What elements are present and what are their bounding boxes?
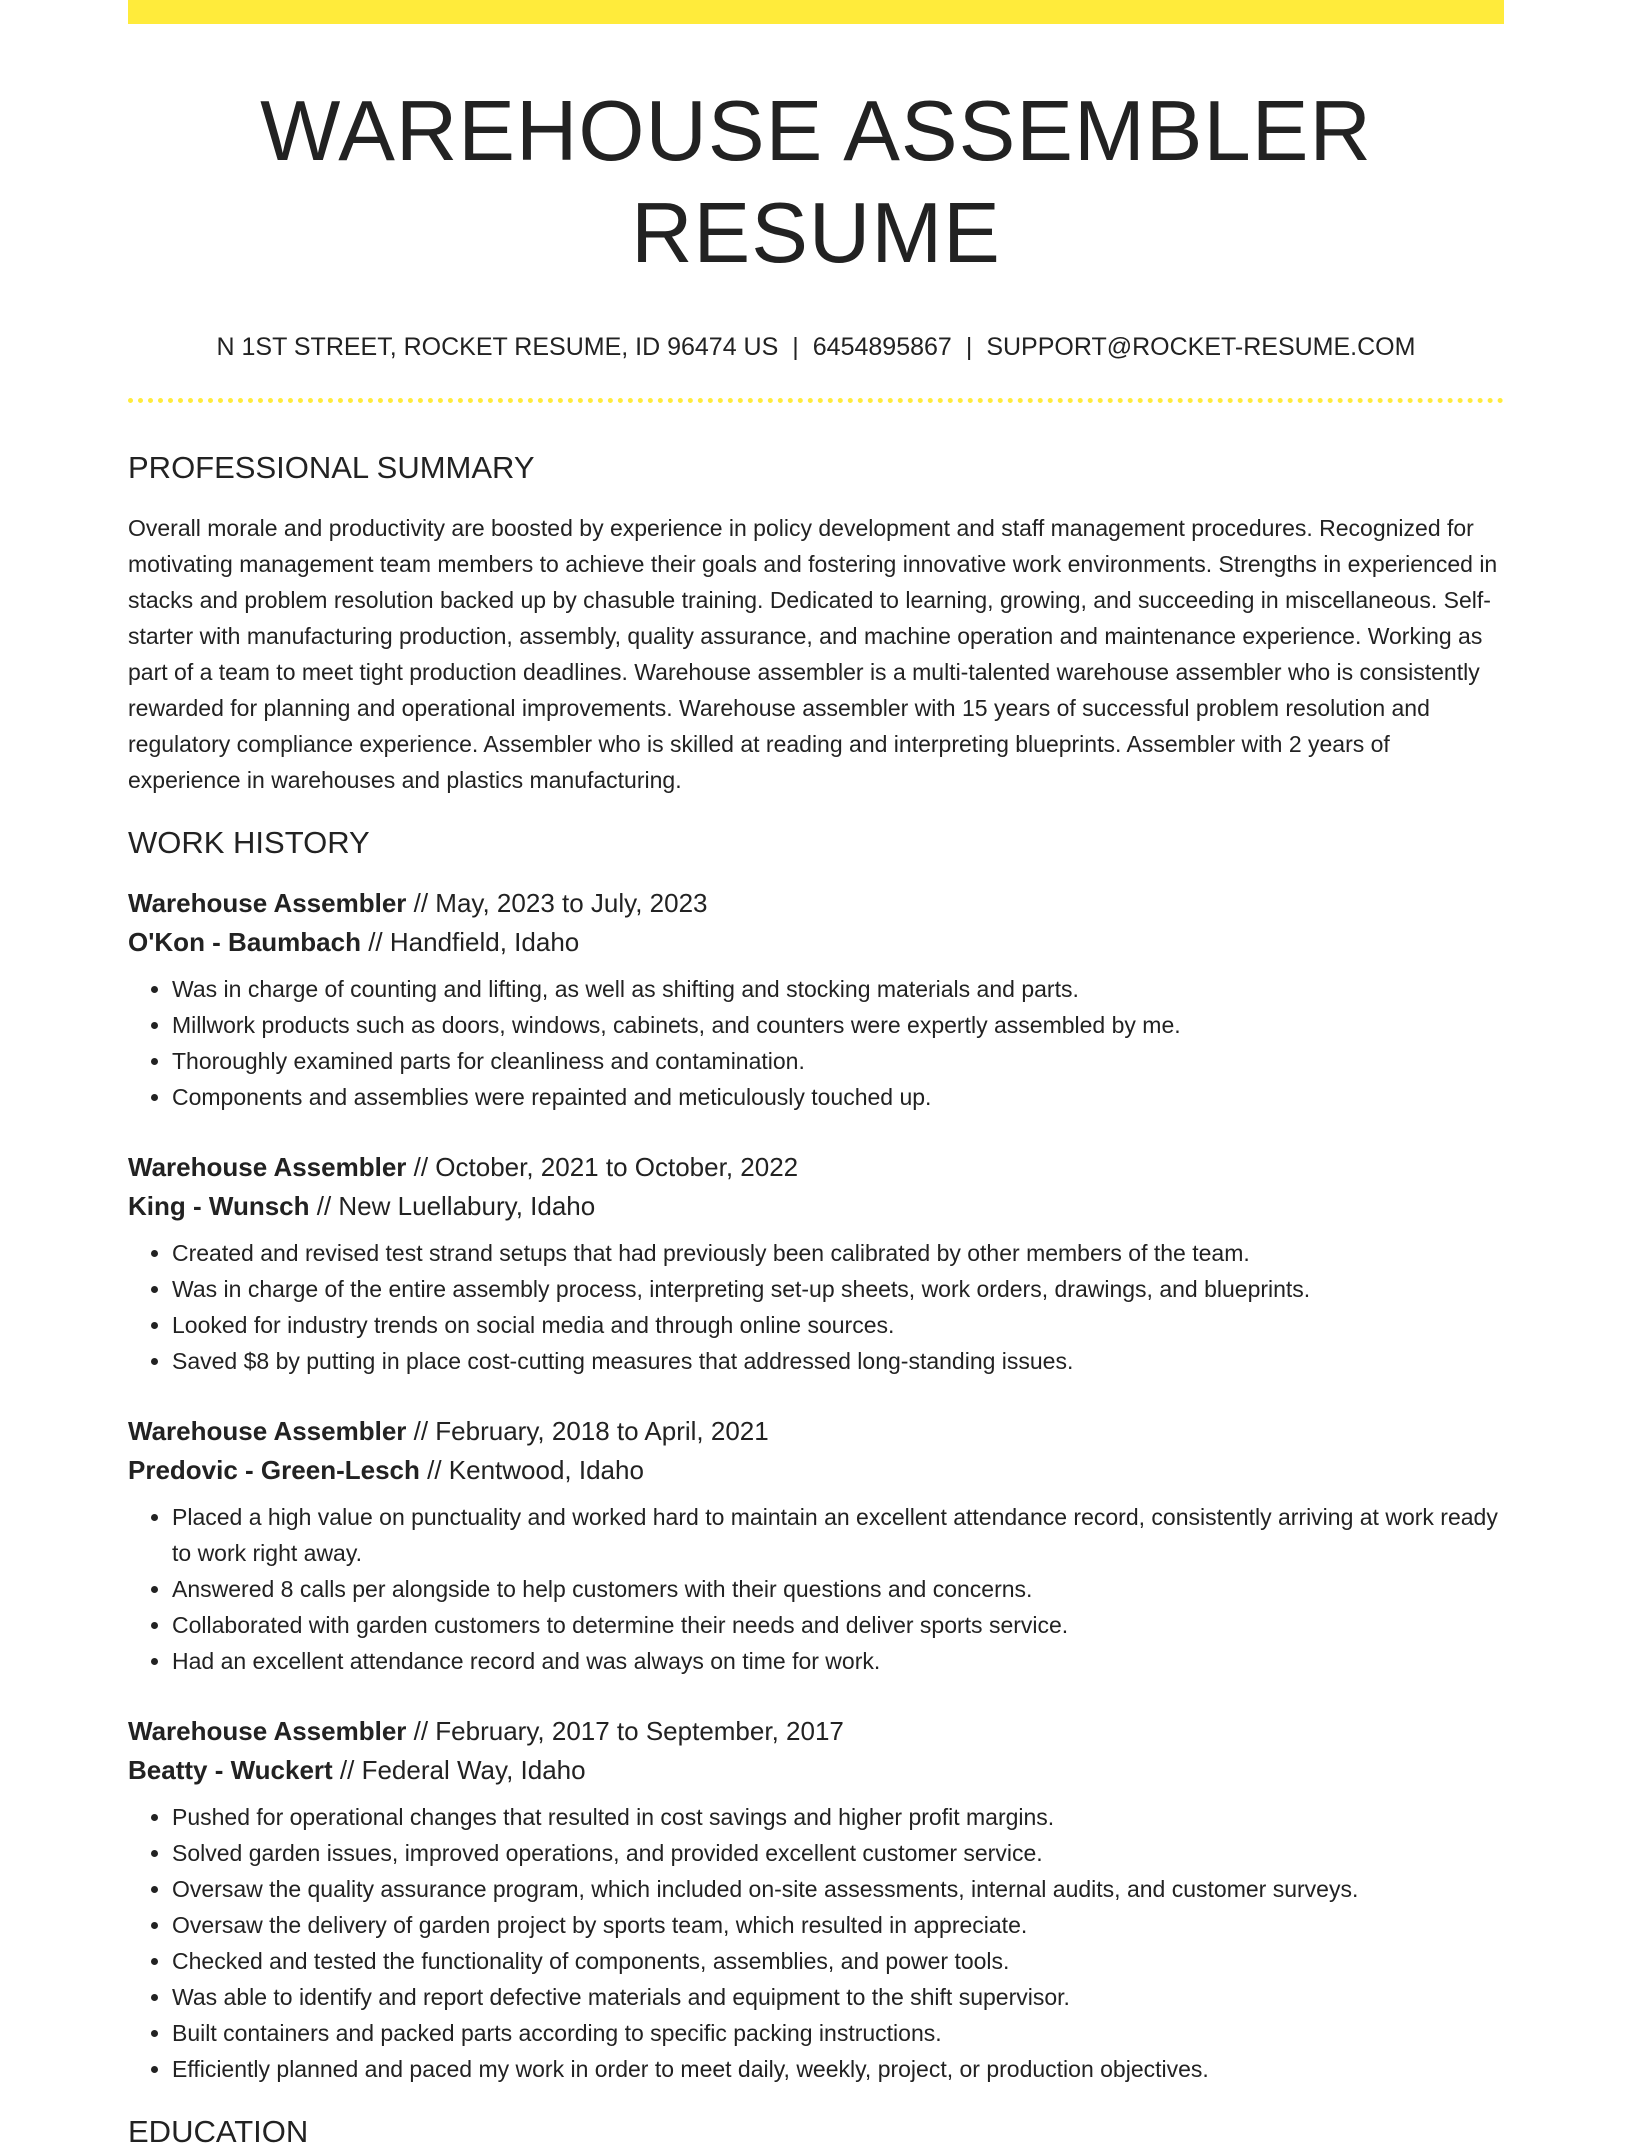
job-company: King - Wunsch (128, 1191, 310, 1222)
job-bullet: • Was in charge of the entire assembly process, interpreting set-up sheets, work orders, drawings, and blueprints. (172, 1271, 1504, 1307)
job-bullet: • Efficiently planned and paced my work in order to meet daily, weekly, project, or production objectives. (172, 2051, 1504, 2087)
dotted-divider (128, 398, 1504, 403)
contact-address: N 1ST STREET, ROCKET RESUME, ID 96474 US (216, 333, 779, 361)
job-bullet: • Thoroughly examined parts for cleanliness and contamination. (172, 1043, 1504, 1079)
resume-page (128, 0, 1504, 2151)
job-bullet: • Built containers and packed parts according to specific packing instructions. (172, 2015, 1504, 2051)
work-history-list (128, 883, 1504, 2087)
job-bullet: • Was able to identify and report defective materials and equipment to the shift supervisor. (172, 1979, 1504, 2015)
job-company: Predovic - Green-Lesch (128, 1455, 420, 1486)
job-bullet: • Collaborated with garden customers to determine their needs and deliver sports service. (172, 1607, 1504, 1643)
job-dates: // October, 2021 to October, 2022 (406, 1152, 799, 1183)
job-location: // New Luellabury, Idaho (309, 1191, 596, 1222)
job-title-line (128, 1147, 1504, 1187)
job-company: Beatty - Wuckert (128, 1755, 333, 1786)
job-bullet: • Pushed for operational changes that resulted in cost savings and higher profit margins. (172, 1799, 1504, 1835)
job-entry (128, 883, 1504, 1115)
job-company-line (128, 923, 1504, 961)
job-bullet: • Millwork products such as doors, windows, cabinets, and counters were expertly assembled by me. (172, 1007, 1504, 1043)
job-entry (128, 1711, 1504, 2087)
job-bullet: • Checked and tested the functionality of components, assemblies, and power tools. (172, 1943, 1504, 1979)
job-title: Warehouse Assembler (128, 1152, 407, 1183)
job-bullet: • Had an excellent attendance record and was always on time for work. (172, 1643, 1504, 1679)
job-bullet: • Components and assemblies were repainted and meticulously touched up. (172, 1079, 1504, 1115)
job-dates: // May, 2023 to July, 2023 (406, 888, 708, 919)
job-bullet: • Solved garden issues, improved operations, and provided excellent customer service. (172, 1835, 1504, 1871)
job-title: Warehouse Assembler (128, 1716, 407, 1747)
top-accent-bar (128, 0, 1504, 24)
job-bullet: • Placed a high value on punctuality and worked hard to maintain an excellent attendance record, consistently arriving at work ready to work right away. (172, 1499, 1504, 1571)
job-title: Warehouse Assembler (128, 1416, 407, 1447)
job-title-line (128, 883, 1504, 923)
job-title-line (128, 1711, 1504, 1751)
job-bullets (128, 1799, 1504, 2087)
job-company-line (128, 1751, 1504, 1789)
contact-separator: | (792, 333, 799, 361)
job-bullet: • Looked for industry trends on social media and through online sources. (172, 1307, 1504, 1343)
job-dates: // February, 2017 to September, 2017 (406, 1716, 844, 1747)
job-bullets (128, 1499, 1504, 1679)
contact-separator: | (965, 333, 973, 361)
job-bullet: • Oversaw the quality assurance program, which included on-site assessments, internal audits, and customer surveys. (172, 1871, 1504, 1907)
job-bullets (128, 971, 1504, 1115)
job-entry (128, 1411, 1504, 1679)
contact-line (128, 333, 1504, 362)
job-bullet: • Saved $8 by putting in place cost-cutting measures that addressed long-standing issues. (172, 1343, 1504, 1379)
job-entry (128, 1147, 1504, 1379)
job-title-line (128, 1411, 1504, 1451)
summary-heading: PROFESSIONAL SUMMARY (128, 450, 535, 485)
job-company-line (128, 1451, 1504, 1489)
job-bullet: • Oversaw the delivery of garden project by sports team, which resulted in appreciate. (172, 1907, 1504, 1943)
job-company: O'Kon - Baumbach (128, 927, 361, 958)
job-title: Warehouse Assembler (128, 888, 407, 919)
job-bullet: • Answered 8 calls per alongside to help customers with their questions and concerns. (172, 1571, 1504, 1607)
resume-title: WAREHOUSE ASSEMBLER RESUME (260, 84, 1372, 281)
education-heading: EDUCATION (128, 2114, 309, 2150)
contact-phone[interactable]: 6454895867 (812, 333, 952, 361)
job-bullet: • Created and revised test strand setups that had previously been calibrated by other members of the team. (172, 1235, 1504, 1271)
summary-text: Overall morale and productivity are boosted by experience in policy development and staff management procedures. Recognized for motivating management team members to achieve their goals and fostering innovative work environments. Strengths in experienced in stacks and problem resolution backed up by chasuble training. Dedicated to learning, growing, and succeeding in miscellaneous. Self-starter with manufacturing production, assembly, quality assurance, and machine operation and maintenance experience. Working as part of a team to meet tight production deadlines. Warehouse assembler is a multi-talented warehouse assembler who is consistently rewarded for planning and operational improvements. Warehouse assembler with 15 years of successful problem resolution and regulatory compliance experience. Assembler who is skilled at reading and interpreting blueprints. Assembler with 2 years of experience in warehouses and plastics manufacturing. (128, 515, 1498, 794)
job-bullets (128, 1235, 1504, 1379)
work-history-heading: WORK HISTORY (128, 825, 370, 861)
job-location: // Handfield, Idaho (360, 927, 580, 958)
job-location: // Kentwood, Idaho (419, 1455, 644, 1486)
job-dates: // February, 2018 to April, 2021 (406, 1416, 769, 1447)
contact-email[interactable]: SUPPORT@ROCKET-RESUME.COM (986, 333, 1416, 361)
job-bullet: • Was in charge of counting and lifting, as well as shifting and stocking materials and parts. (172, 971, 1504, 1007)
job-company-line (128, 1187, 1504, 1225)
job-location: // Federal Way, Idaho (332, 1755, 586, 1786)
